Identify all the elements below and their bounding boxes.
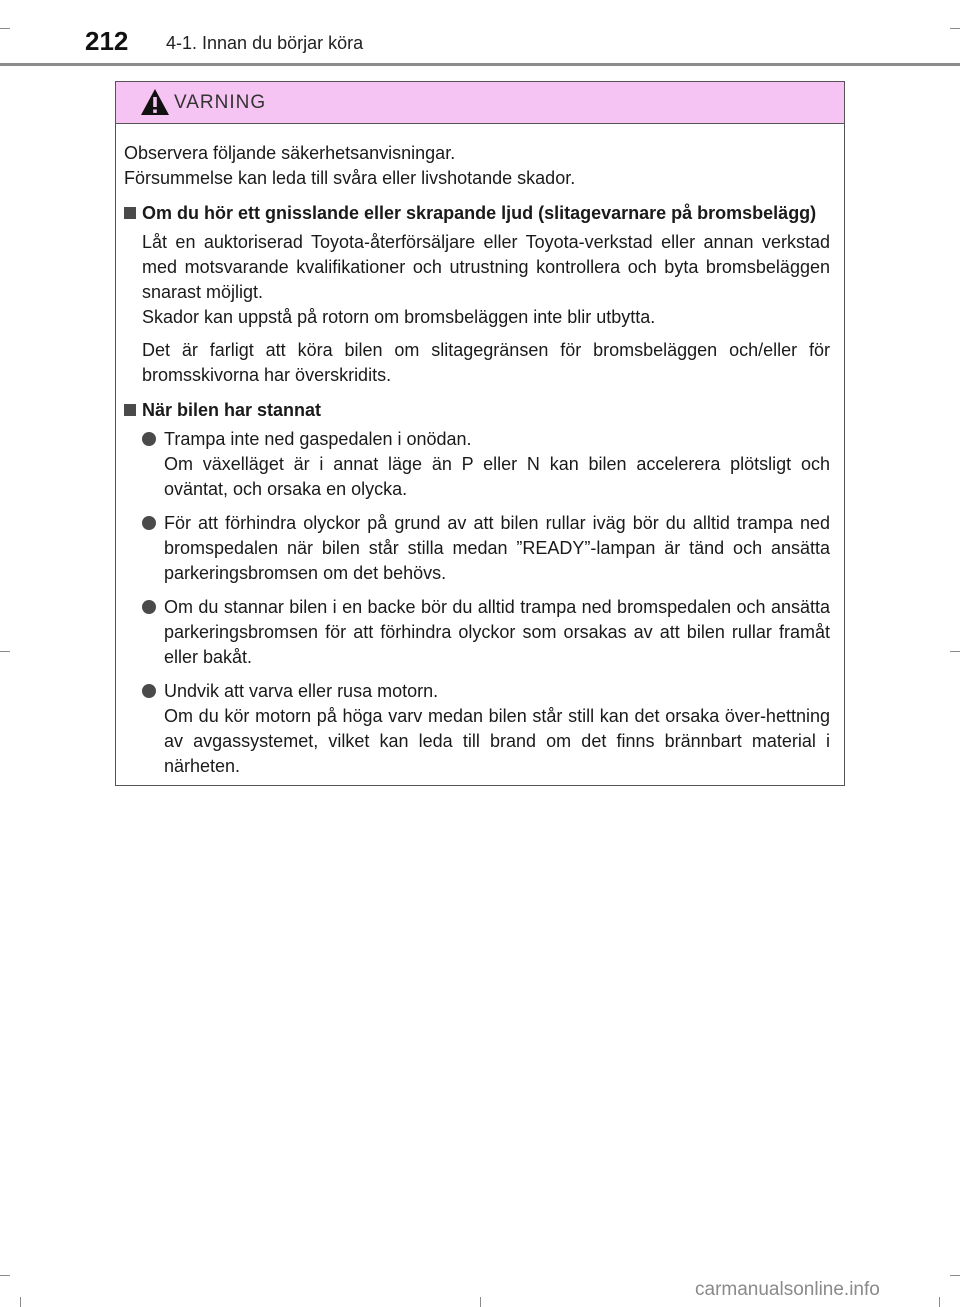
square-bullet-icon: [124, 404, 136, 416]
list-item: [142, 511, 830, 586]
header-rule: [0, 63, 960, 66]
crop-mark: [939, 1297, 940, 1307]
square-bullet-icon: [124, 207, 136, 219]
page-header: [0, 0, 960, 66]
crop-mark: [480, 1297, 481, 1307]
list-item: [142, 595, 830, 670]
bullet-line: Om du kör motorn på höga varv medan bilen står still kan det orsaka över-hettning av avgassystemet, vilket kan leda till brand om det finns brännbart material i närheten.: [164, 706, 830, 776]
crop-mark: [0, 1275, 10, 1276]
warning-title: VARNING: [174, 92, 267, 113]
bullet-line: Om växelläget är i annat läge än P eller N kan bilen accelerera plötsligt och oväntat, och orsaka en olycka.: [164, 454, 830, 499]
round-bullet-icon: [142, 600, 156, 614]
bullet-line: Undvik att varva eller rusa motorn.: [164, 681, 439, 701]
section-paragraph: Det är farligt att köra bilen om slitagegränsen för bromsbeläggen och/eller för bromsskivorna har överskridits.: [142, 340, 830, 385]
page-number: 212: [85, 26, 129, 56]
crop-mark: [950, 1275, 960, 1276]
warning-body: [116, 124, 844, 779]
bullet-line: Om du stannar bilen i en backe bör du alltid trampa ned bromspedalen och ansätta parkeringsbromsen för att förhindra olyckor som orsakas av att bilen rullar framåt eller bakåt.: [164, 597, 830, 667]
watermark-link[interactable]: carmanualsonline.info: [695, 1279, 880, 1300]
warning-header: [116, 82, 844, 124]
bullet-line: Trampa inte ned gaspedalen i onödan.: [164, 429, 472, 449]
section-vehicle-stopped: [124, 398, 830, 779]
section-paragraph: Låt en auktoriserad Toyota-återförsäljare eller Toyota-verkstad eller annan verkstad med motsvarande kvalifikationer och utrustning kontrollera och byta bromsbeläggen snarast möjligt.: [142, 232, 830, 302]
crop-mark: [20, 1297, 21, 1307]
round-bullet-icon: [142, 516, 156, 530]
list-item: [142, 679, 830, 779]
warning-intro: [124, 141, 830, 191]
intro-line: Observera följande säkerhetsanvisningar.: [124, 143, 456, 163]
warning-triangle-icon: [140, 88, 170, 116]
crop-mark: [0, 651, 10, 652]
section-title: 4-1. Innan du börjar köra: [166, 33, 364, 53]
crop-mark: [950, 651, 960, 652]
round-bullet-icon: [142, 432, 156, 446]
intro-line: Försummelse kan leda till svåra eller livshotande skador.: [124, 168, 576, 188]
round-bullet-icon: [142, 684, 156, 698]
section-brake-pads: [124, 201, 830, 388]
section-heading: Om du hör ett gnisslande eller skrapande ljud (slitagevarnare på bromsbelägg): [124, 201, 830, 226]
section-heading: När bilen har stannat: [124, 398, 830, 423]
bullet-line: För att förhindra olyckor på grund av att bilen rullar iväg bör du alltid trampa ned bromspedalen när bilen står stilla medan ”READY”-lampan är tänd och ansätta parkeringsbromsen om det behövs.: [164, 513, 830, 583]
section-paragraph: Skador kan uppstå på rotorn om bromsbeläggen inte blir utbytta.: [142, 307, 656, 327]
list-item: [142, 427, 830, 502]
warning-box: [115, 81, 845, 786]
